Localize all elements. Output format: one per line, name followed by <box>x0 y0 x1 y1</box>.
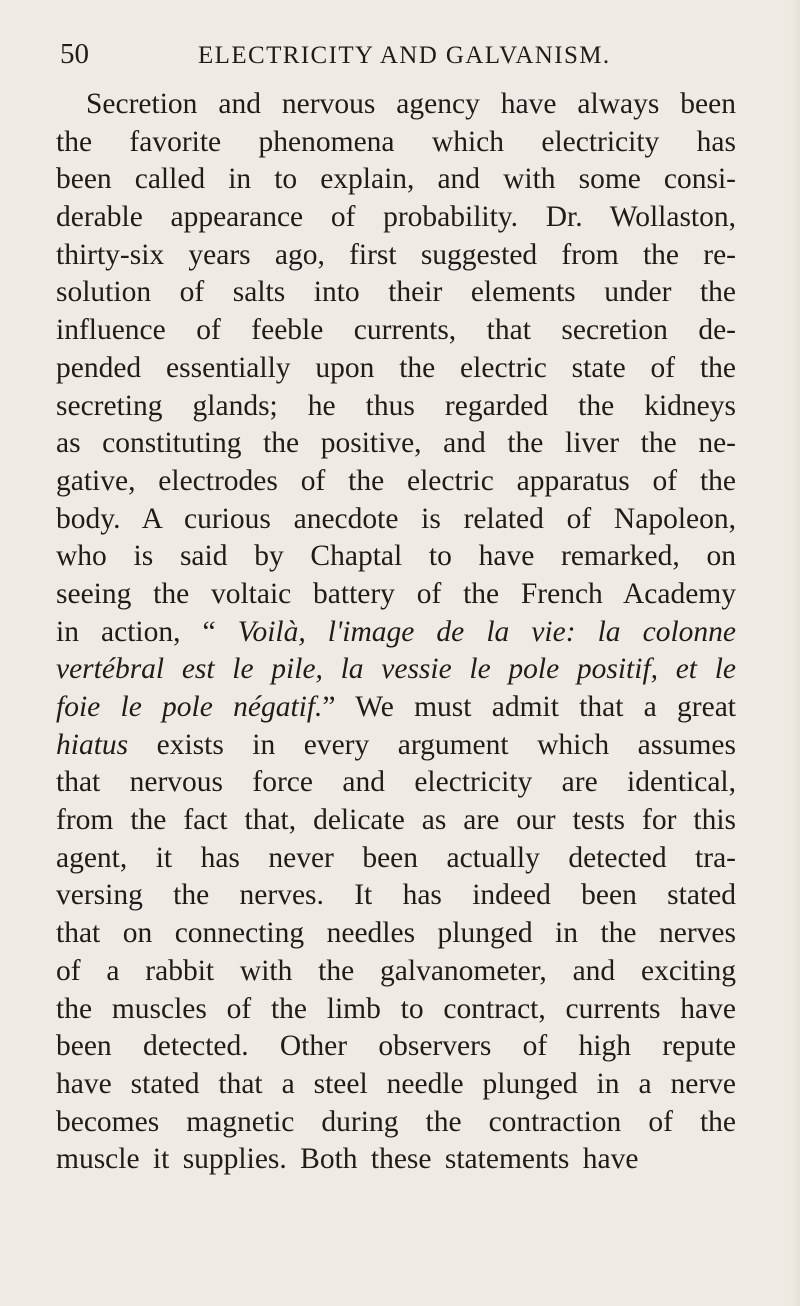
text-line: from the fact that, delicate as are our tests for this <box>56 804 736 837</box>
text-line: as constituting the positive, and the liver the ne- <box>56 427 736 460</box>
text-line: thirty-six years ago, first suggested from the re- <box>56 238 736 271</box>
text-line-hiatus <box>56 727 736 765</box>
text-line: influence of feeble currents, that secretion de- <box>56 314 736 347</box>
text-line: of a rabbit with the galvanometer, and exciting <box>56 954 736 987</box>
page-number: 50 <box>60 38 89 70</box>
text-line-quote-start <box>56 614 736 652</box>
text-line: that nervous force and electricity are identical, <box>56 766 736 799</box>
text-line: becomes magnetic during the contraction of the <box>56 1105 736 1138</box>
french-quotation: Voilà, l'image de la vie: la colonne <box>237 615 736 648</box>
text-line: versing the nerves. It has indeed been stated <box>56 879 736 912</box>
french-quotation: foie le pole négatif. <box>56 691 323 723</box>
french-quotation: vertébral est le pile, la vessie le pole positif, et le <box>56 653 736 686</box>
running-title: ELECTRICITY AND GALVANISM. <box>198 42 611 69</box>
quote-lead-in: in action, “ <box>56 615 238 648</box>
text-line: been detected. Other observers of high repute <box>56 1030 736 1063</box>
running-head <box>60 34 760 74</box>
page-edge <box>791 0 800 1306</box>
text-line: pended essentially upon the electric state of the <box>56 351 736 384</box>
italic-term-hiatus: hiatus <box>56 728 129 761</box>
text-line: the favorite phenomena which electricity has <box>56 125 736 158</box>
text-line: secreting glands; he thus regarded the kidneys <box>56 389 736 422</box>
text-line-quote-end <box>56 689 736 727</box>
text-line: muscle it supplies. Both these statements have <box>56 1143 639 1176</box>
text-line: body. A curious anecdote is related of Napoleon, <box>56 502 736 535</box>
quote-follow-on: ” We must admit that a great <box>322 691 736 723</box>
text-line: been called in to explain, and with some consi- <box>56 163 736 196</box>
text-line: solution of salts into their elements under the <box>56 276 736 309</box>
text-line: that on connecting needles plunged in the nerves <box>56 917 736 950</box>
line-remainder: exists in every argument which assumes <box>128 728 736 761</box>
text-line: the muscles of the limb to contract, currents have <box>56 992 736 1025</box>
text-line: gative, electrodes of the electric apparatus of the <box>56 464 736 497</box>
text-line: seeing the voltaic battery of the French Academy <box>56 577 736 610</box>
text-line: have stated that a steel needle plunged in a nerve <box>56 1067 736 1100</box>
text-line: agent, it has never been actually detected tra- <box>56 841 736 874</box>
body-paragraph <box>56 86 736 1179</box>
text-line: who is said by Chaptal to have remarked, on <box>56 540 736 573</box>
text-line: derable appearance of probability. Dr. Wollaston, <box>56 201 736 234</box>
text-line-quote <box>56 651 736 689</box>
text-line: Secretion and nervous agency have always been <box>86 88 736 120</box>
